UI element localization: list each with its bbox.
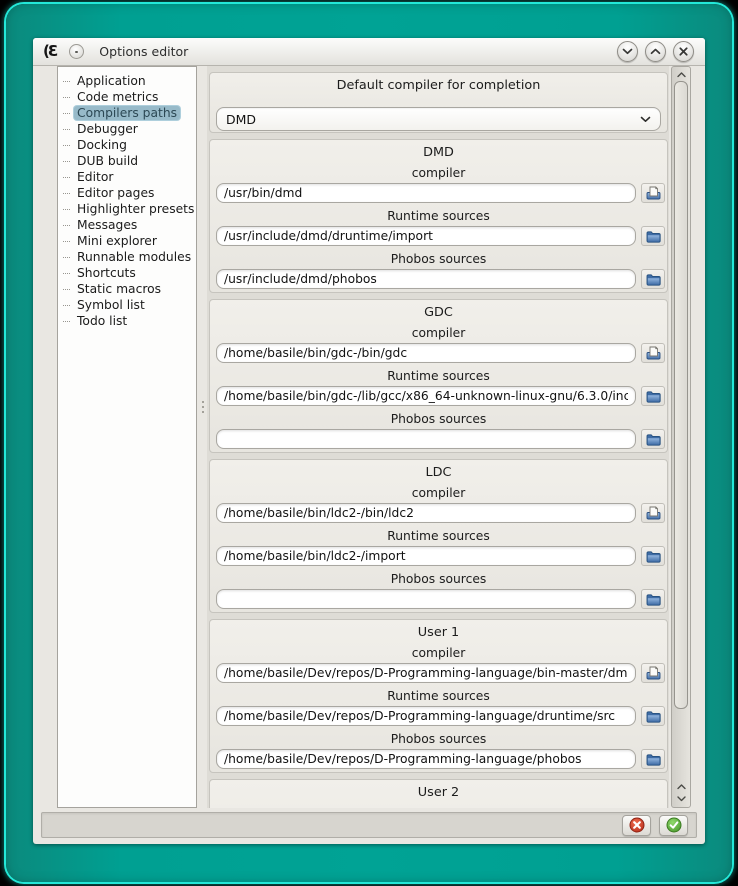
accept-button[interactable] — [659, 815, 688, 836]
cancel-button[interactable] — [622, 815, 651, 836]
tree-branch-icon — [63, 97, 70, 98]
selected-compiler-value: DMD — [226, 111, 257, 127]
sidebar-item-highlighter-presets[interactable]: Highlighter presets — [58, 201, 196, 217]
coedit-logo-icon: (Ɛ — [43, 42, 57, 60]
folder-icon — [646, 550, 661, 563]
browse-folder-button[interactable] — [641, 706, 665, 726]
sidebar-item-dub-build[interactable]: DUB build — [58, 153, 196, 169]
ldc-runtime-sources-input[interactable] — [216, 546, 636, 566]
field-label: compiler — [411, 486, 466, 500]
tree-branch-icon — [63, 289, 70, 290]
sidebar-item-compilers-paths[interactable]: Compilers paths — [58, 105, 196, 121]
sidebar-item-docking[interactable]: Docking — [58, 137, 196, 153]
tree-branch-icon — [63, 145, 70, 146]
sidebar-item-todo-list[interactable]: Todo list — [58, 313, 196, 329]
scroll-up-button[interactable] — [672, 69, 690, 81]
folder-icon — [646, 390, 661, 403]
ok-icon — [666, 817, 682, 833]
category-tree — [58, 73, 196, 329]
chevron-down-icon — [640, 116, 651, 123]
field-label: Runtime sources — [387, 369, 490, 383]
field-label: Phobos sources — [390, 572, 487, 586]
field-label: Runtime sources — [387, 689, 490, 703]
browse-file-button[interactable] — [641, 343, 665, 363]
folder-icon — [646, 273, 661, 286]
folder-icon — [646, 433, 661, 446]
sidebar-item-static-macros[interactable]: Static macros — [58, 281, 196, 297]
browse-folder-button[interactable] — [641, 749, 665, 769]
chevron-down-icon — [677, 796, 686, 802]
tree-branch-icon — [63, 257, 70, 258]
group-title: LDC — [425, 465, 452, 480]
browse-folder-button[interactable] — [641, 386, 665, 406]
titlebar — [33, 38, 705, 66]
tree-branch-icon — [63, 305, 70, 306]
chevron-up-icon — [677, 784, 686, 790]
sidebar-item-editor[interactable]: Editor — [58, 169, 196, 185]
tree-branch-icon — [63, 161, 70, 162]
gdc-compiler-path-input[interactable] — [216, 343, 636, 363]
scroll-up-button-bottom[interactable] — [672, 781, 690, 793]
default-compiler-select[interactable] — [216, 107, 661, 131]
file-open-icon — [646, 346, 661, 360]
dmd-runtime-sources-input[interactable] — [216, 226, 636, 246]
group-title: User 1 — [417, 625, 460, 640]
tree-branch-icon — [63, 209, 70, 210]
dmd-phobos-sources-input[interactable] — [216, 269, 636, 289]
group-gdc — [209, 299, 668, 453]
sidebar-item-debugger[interactable]: Debugger — [58, 121, 196, 137]
user1-compiler-path-input[interactable] — [216, 663, 636, 683]
field-label: Runtime sources — [387, 209, 490, 223]
tree-branch-icon — [63, 81, 70, 82]
group-user1 — [209, 619, 668, 773]
categories-sidebar — [57, 66, 197, 808]
tree-branch-icon — [63, 129, 70, 130]
compilers-paths-panel — [207, 66, 669, 808]
folder-icon — [646, 230, 661, 243]
sidebar-item-runnable-modules[interactable]: Runnable modules — [58, 249, 196, 265]
tree-branch-icon — [63, 241, 70, 242]
window-menu-button[interactable] — [69, 44, 84, 59]
chevron-up-icon — [677, 72, 686, 78]
browse-folder-button[interactable] — [641, 589, 665, 609]
group-dmd — [209, 139, 668, 293]
sidebar-item-code-metrics[interactable]: Code metrics — [58, 89, 196, 105]
maximize-button[interactable] — [645, 41, 666, 62]
user1-runtime-sources-input[interactable] — [216, 706, 636, 726]
group-title: Default compiler for completion — [336, 78, 541, 93]
statusbar — [41, 812, 697, 838]
field-label: compiler — [411, 166, 466, 180]
window-title: Options editor — [99, 44, 189, 59]
file-open-icon — [646, 666, 661, 680]
field-label: Runtime sources — [387, 529, 490, 543]
chevron-up-icon — [650, 48, 661, 55]
chevron-down-icon — [622, 48, 633, 55]
browse-folder-button[interactable] — [641, 429, 665, 449]
browse-folder-button[interactable] — [641, 226, 665, 246]
sidebar-item-editor-pages[interactable]: Editor pages — [58, 185, 196, 201]
browse-file-button[interactable] — [641, 503, 665, 523]
tree-branch-icon — [63, 193, 70, 194]
minimize-button[interactable] — [617, 41, 638, 62]
group-user2 — [209, 779, 668, 808]
folder-icon — [646, 593, 661, 606]
tree-branch-icon — [63, 113, 70, 114]
sidebar-item-mini-explorer[interactable]: Mini explorer — [58, 233, 196, 249]
tree-branch-icon — [63, 177, 70, 178]
group-default-compiler — [209, 72, 668, 133]
panel-scrollbar[interactable] — [671, 66, 691, 808]
tree-branch-icon — [63, 273, 70, 274]
close-icon — [679, 47, 688, 56]
field-label: Phobos sources — [390, 252, 487, 266]
dmd-compiler-path-input[interactable] — [216, 183, 636, 203]
scroll-down-button[interactable] — [672, 793, 690, 805]
group-title: DMD — [423, 145, 454, 160]
window-controls — [617, 41, 694, 62]
file-open-icon — [646, 186, 661, 200]
user1-phobos-sources-input[interactable] — [216, 749, 636, 769]
sidebar-item-symbol-list[interactable]: Symbol list — [58, 297, 196, 313]
field-label: compiler — [411, 646, 466, 660]
field-label: compiler — [411, 326, 466, 340]
field-label: Phobos sources — [390, 732, 487, 746]
tree-branch-icon — [63, 225, 70, 226]
gdc-runtime-sources-input[interactable] — [216, 386, 636, 406]
sidebar-item-messages[interactable]: Messages — [58, 217, 196, 233]
field-label: Phobos sources — [390, 412, 487, 426]
sidebar-item-application[interactable]: Application — [58, 73, 196, 89]
group-title: GDC — [424, 305, 453, 320]
sidebar-splitter-handle[interactable] — [200, 398, 206, 418]
close-button[interactable] — [673, 41, 694, 62]
group-title: User 2 — [417, 785, 460, 800]
folder-icon — [646, 753, 661, 766]
browse-folder-button[interactable] — [641, 269, 665, 289]
cancel-icon — [629, 817, 645, 833]
scrollbar-thumb[interactable] — [674, 81, 688, 709]
folder-icon — [646, 710, 661, 723]
ldc-compiler-path-input[interactable] — [216, 503, 636, 523]
sidebar-item-shortcuts[interactable]: Shortcuts — [58, 265, 196, 281]
browse-file-button[interactable] — [641, 663, 665, 683]
browse-file-button[interactable] — [641, 183, 665, 203]
tree-branch-icon — [63, 321, 70, 322]
browse-folder-button[interactable] — [641, 546, 665, 566]
ldc-phobos-sources-input[interactable] — [216, 589, 636, 609]
group-ldc — [209, 459, 668, 613]
options-editor-window — [33, 38, 705, 844]
file-open-icon — [646, 506, 661, 520]
gdc-phobos-sources-input[interactable] — [216, 429, 636, 449]
